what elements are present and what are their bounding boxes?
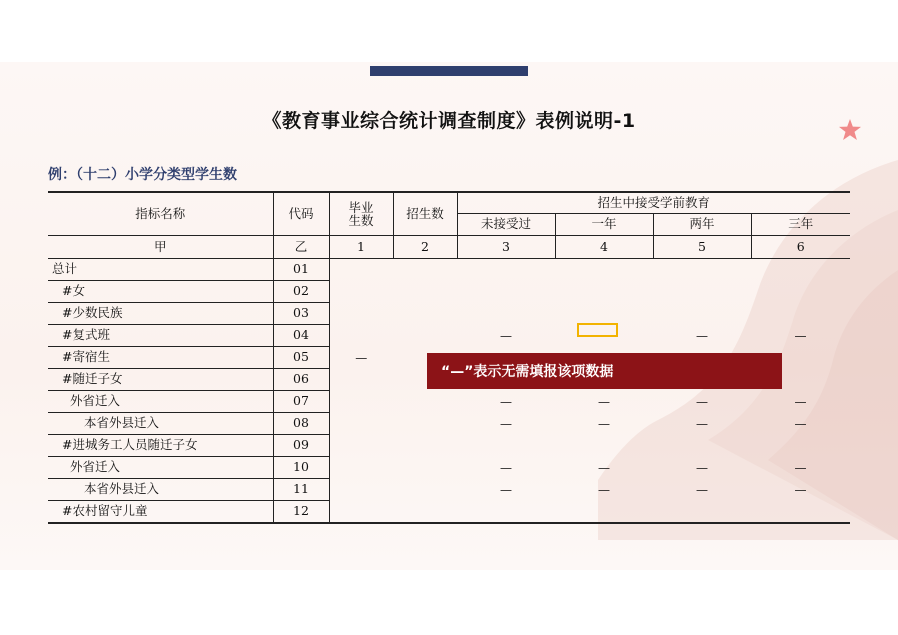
data-cell: — xyxy=(696,416,708,431)
data-cell: — xyxy=(794,460,807,475)
data-cell xyxy=(393,413,457,435)
row-name: #复式班 xyxy=(48,325,273,347)
data-cell xyxy=(393,501,457,524)
header-code: 代码 xyxy=(273,192,329,236)
data-cell xyxy=(329,303,393,325)
data-cell xyxy=(457,281,555,303)
index-cell: 甲 xyxy=(48,236,273,259)
data-cell: — xyxy=(696,460,708,475)
data-cell xyxy=(751,303,850,325)
data-cell xyxy=(555,303,653,325)
row-code: 11 xyxy=(273,479,329,501)
data-cell xyxy=(329,391,393,413)
data-cell xyxy=(751,501,850,524)
header-preschool-group: 招生中接受学前教育 xyxy=(457,192,850,214)
data-cell xyxy=(393,325,457,347)
data-cell xyxy=(393,259,457,281)
row-name: #少数民族 xyxy=(48,303,273,325)
index-cell: 2 xyxy=(393,236,457,259)
row-code: 03 xyxy=(273,303,329,325)
data-cell xyxy=(329,479,393,501)
table-row xyxy=(48,435,850,457)
data-cell: — xyxy=(598,416,610,431)
header-enrollment: 招生数 xyxy=(393,192,457,236)
data-cell xyxy=(653,303,751,325)
table-row xyxy=(48,457,850,479)
table-row xyxy=(48,391,850,413)
data-cell xyxy=(329,413,393,435)
row-name: #寄宿生 xyxy=(48,347,273,369)
row-name: #女 xyxy=(48,281,273,303)
data-cell: — xyxy=(500,482,512,497)
data-cell xyxy=(329,281,393,303)
header-graduates-label: 毕业生数 xyxy=(348,199,374,228)
table-row xyxy=(48,259,850,281)
table-row xyxy=(48,479,850,501)
data-cell xyxy=(555,501,653,524)
row-name: 本省外县迁入 xyxy=(48,479,273,501)
data-cell: — xyxy=(598,328,610,343)
index-cell: 乙 xyxy=(273,236,329,259)
data-cell xyxy=(653,501,751,524)
data-cell xyxy=(329,457,393,479)
data-cell xyxy=(653,281,751,303)
table-row xyxy=(48,501,850,524)
row-code: 08 xyxy=(273,413,329,435)
data-cell: — xyxy=(696,394,708,409)
row-code: 02 xyxy=(273,281,329,303)
row-code: 06 xyxy=(273,369,329,391)
data-cell: — xyxy=(500,460,512,475)
data-cell xyxy=(555,435,653,457)
data-cell xyxy=(751,281,850,303)
data-cell xyxy=(329,501,393,524)
top-accent-bar xyxy=(370,66,528,76)
index-cell: 5 xyxy=(653,236,751,259)
data-cell xyxy=(329,259,393,281)
table-row xyxy=(48,325,850,347)
data-cell: — xyxy=(696,328,708,343)
table-row xyxy=(48,281,850,303)
row-name: 本省外县迁入 xyxy=(48,413,273,435)
row-name: 总计 xyxy=(48,259,273,281)
header-graduates xyxy=(329,192,393,236)
section-heading: 例：（十二）小学分类型学生数 xyxy=(48,167,237,183)
data-cell xyxy=(329,325,393,347)
row-code: 01 xyxy=(273,259,329,281)
data-cell: — xyxy=(794,482,807,497)
data-cell: — xyxy=(500,416,512,431)
data-cell xyxy=(457,259,555,281)
dash-explanation-callout: “—”表示无需填报该项数据 xyxy=(427,353,782,389)
data-cell xyxy=(457,435,555,457)
header-three-years: 三年 xyxy=(751,214,850,236)
header-one-year: 一年 xyxy=(555,214,653,236)
data-cell xyxy=(329,369,393,391)
row-code: 05 xyxy=(273,347,329,369)
data-cell xyxy=(393,391,457,413)
page-title: 《教育事业综合统计调查制度》表例说明-1 xyxy=(262,110,636,132)
data-cell: — xyxy=(696,482,708,497)
index-cell: 4 xyxy=(555,236,653,259)
data-cell xyxy=(329,435,393,457)
data-cell xyxy=(393,479,457,501)
row-name: #进城务工人员随迁子女 xyxy=(48,435,273,457)
data-cell xyxy=(457,501,555,524)
header-two-years: 两年 xyxy=(653,214,751,236)
data-cell xyxy=(393,457,457,479)
data-cell: — xyxy=(355,350,368,365)
row-code: 04 xyxy=(273,325,329,347)
row-name: #随迁子女 xyxy=(48,369,273,391)
index-cell: 1 xyxy=(329,236,393,259)
data-cell xyxy=(751,435,850,457)
row-code: 07 xyxy=(273,391,329,413)
header-not-received: 未接受过 xyxy=(457,214,555,236)
data-cell xyxy=(653,259,751,281)
table-row xyxy=(48,303,850,325)
data-cell: — xyxy=(500,328,512,343)
data-cell: — xyxy=(794,328,807,343)
data-cell: — xyxy=(500,394,512,409)
row-name: #农村留守儿童 xyxy=(48,501,273,524)
data-cell: — xyxy=(598,394,610,409)
data-cell xyxy=(555,259,653,281)
index-cell: 6 xyxy=(751,236,850,259)
table-row xyxy=(48,413,850,435)
data-cell xyxy=(457,303,555,325)
data-cell: — xyxy=(794,394,807,409)
data-cell: — xyxy=(794,416,807,431)
row-code: 12 xyxy=(273,501,329,524)
data-cell xyxy=(393,281,457,303)
row-code: 09 xyxy=(273,435,329,457)
row-code: 10 xyxy=(273,457,329,479)
data-cell xyxy=(751,259,850,281)
row-name: 外省迁入 xyxy=(48,457,273,479)
data-cell xyxy=(555,281,653,303)
header-indicator-name: 指标名称 xyxy=(48,192,273,236)
data-cell xyxy=(393,303,457,325)
data-cell xyxy=(653,435,751,457)
data-cell: — xyxy=(598,482,610,497)
data-cell: — xyxy=(598,460,610,475)
row-name: 外省迁入 xyxy=(48,391,273,413)
data-cell xyxy=(393,435,457,457)
index-cell: 3 xyxy=(457,236,555,259)
